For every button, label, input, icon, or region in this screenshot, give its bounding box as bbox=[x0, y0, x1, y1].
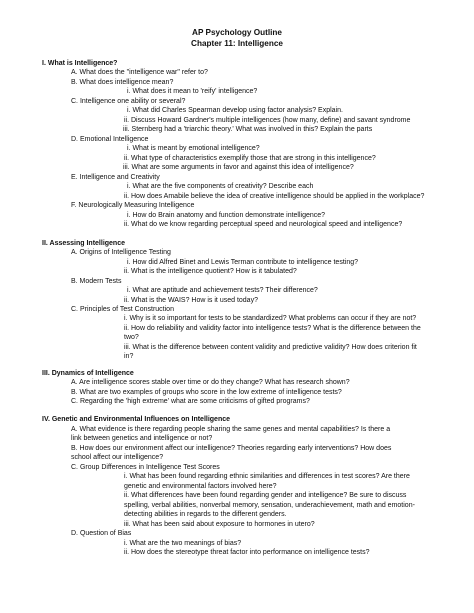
outline-subitem: iii. What are some arguments in favor and against this idea of intelligence? bbox=[123, 164, 354, 171]
outline-subitem: ii. What differences have been found regarding gender and intelligence? Be sure to discuss bbox=[124, 492, 407, 499]
section-heading: I. What is Intelligence? bbox=[42, 60, 118, 67]
outline-subitem: ii. What is the intelligence quotient? How is it tabulated? bbox=[124, 268, 297, 275]
outline-item: C. Group Differences in Intelligence Test Scores bbox=[71, 464, 220, 471]
outline-subitem: ii. How does Amabile believe the idea of creative intelligence should be applied in the workplace? bbox=[124, 193, 425, 200]
outline-subitem: i. What does it mean to 'reify' intelligence? bbox=[127, 88, 258, 95]
outline-subitem-cont: detecting abilities in regards to the different genders. bbox=[124, 511, 287, 518]
outline-item: C. Regarding the 'high extreme' what are some criticisms of gifted programs? bbox=[71, 398, 310, 405]
outline-subitem: ii. How does the stereotype threat factor into performance on intelligence tests? bbox=[124, 549, 370, 556]
outline-subitem: ii. What is the WAIS? How is it used today? bbox=[124, 297, 258, 304]
outline-item: A. Origins of Intelligence Testing bbox=[71, 249, 171, 256]
document-subtitle: Chapter 11: Intelligence bbox=[191, 39, 283, 48]
outline-subitem: i. What are the five components of creativity? Describe each bbox=[127, 183, 314, 190]
outline-subitem: i. How did Alfred Binet and Lewis Terman contribute to intelligence testing? bbox=[127, 259, 359, 266]
outline-subitem: ii. How do reliability and validity factor into intelligence tests? What is the difference between the bbox=[124, 325, 421, 332]
outline-subitem: i. What has been found regarding ethnic similarities and differences in test scores? Are there bbox=[124, 473, 410, 480]
outline-item: D. Emotional Intelligence bbox=[71, 136, 149, 143]
outline-item-cont: school affect our intelligence? bbox=[71, 454, 164, 461]
outline-subitem: i. Why is it so important for tests to be standardized? What problems can occur if they are not? bbox=[124, 315, 417, 322]
outline-subitem-cont: spelling, verbal abilities, nonverbal memory, sensation, underachievement, math and emotion- bbox=[124, 502, 415, 509]
outline-item: B. Modern Tests bbox=[71, 278, 122, 285]
outline-subitem: ii. What type of characteristics exemplify those that are strong in this intelligence? bbox=[124, 155, 376, 162]
document-title: AP Psychology Outline bbox=[192, 28, 282, 37]
section-heading: IV. Genetic and Environmental Influences on Intelligence bbox=[42, 416, 231, 423]
outline-item-cont: link between genetics and intelligence or not? bbox=[71, 435, 213, 442]
outline-subitem: iii. Sternberg had a 'triarchic theory.' What was involved in this? Explain the parts bbox=[123, 126, 373, 133]
outline-subitem: ii. Discuss Howard Gardner's multiple intelligences (how many, define) and savant syndrome bbox=[124, 117, 411, 124]
section-heading: II. Assessing Intelligence bbox=[42, 240, 125, 247]
outline-subitem: iii. What is the difference between content validity and predictive validity? How does criterion fit bbox=[124, 344, 417, 351]
outline-subitem: i. What are the two meanings of bias? bbox=[124, 540, 242, 547]
outline-subitem-cont: genetic and environmental factors involved here? bbox=[124, 483, 277, 490]
outline-subitem: i. What is meant by emotional intelligence? bbox=[127, 145, 260, 152]
outline-subitem: iii. What has been said about exposure to hormones in utero? bbox=[124, 521, 315, 528]
outline-item: F. Neurologically Measuring Intelligence bbox=[71, 202, 195, 209]
outline-item: A. Are intelligence scores stable over time or do they change? What has research shown? bbox=[71, 379, 350, 386]
outline-item: C. Intelligence one ability or several? bbox=[71, 98, 186, 105]
outline-item: E. Intelligence and Creativity bbox=[71, 174, 160, 181]
outline-subitem: i. What did Charles Spearman develop using factor analysis? Explain. bbox=[127, 107, 343, 114]
outline-item: B. How does our environment affect our intelligence? Theories regarding early interventions? How does bbox=[71, 445, 392, 452]
outline-item: D. Question of Bias bbox=[71, 530, 132, 537]
outline-subitem: i. How do Brain anatomy and function demonstrate intelligence? bbox=[127, 212, 326, 219]
outline-item: C. Principles of Test Construction bbox=[71, 306, 174, 313]
outline-subitem-cont: two? bbox=[124, 334, 139, 341]
outline-item: A. What does the "intelligence war" refer to? bbox=[71, 69, 208, 76]
outline-subitem: i. What are aptitude and achievement tests? Their difference? bbox=[127, 287, 318, 294]
section-heading: III. Dynamics of Intelligence bbox=[42, 370, 134, 377]
outline-subitem-cont: in? bbox=[124, 353, 134, 360]
outline-item: A. What evidence is there regarding people sharing the same genes and mental capabilities? Is there a bbox=[71, 426, 391, 433]
outline-item: B. What are two examples of groups who score in the low extreme of intelligence tests? bbox=[71, 389, 342, 396]
outline-subitem: ii. What do we know regarding perceptual speed and neurological speed and intelligence? bbox=[124, 221, 403, 228]
outline-item: B. What does intelligence mean? bbox=[71, 79, 174, 86]
